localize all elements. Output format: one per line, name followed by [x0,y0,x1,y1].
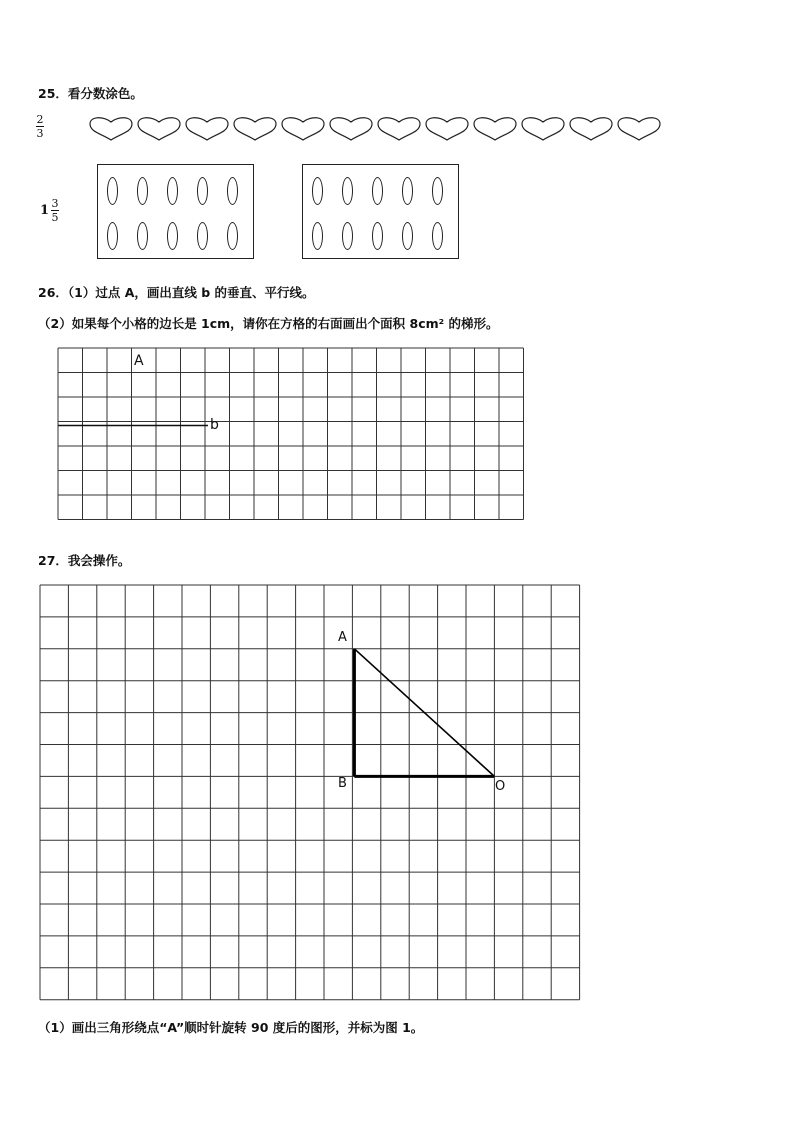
point-a-label: A [134,353,144,369]
oval-shape [227,177,238,205]
oval-shape [197,222,208,250]
heart-shape [90,118,132,140]
oval-shape [107,222,118,250]
oval-shape [342,222,353,250]
oval-shape [107,177,118,205]
fraction-two-thirds [36,114,44,139]
oval-shape [312,177,323,205]
oval-shape [372,177,383,205]
heart-shape [570,118,612,140]
q27-title: 27．我会操作。 [38,553,131,568]
heart-shape [474,118,516,140]
oval-shape [167,177,178,205]
fraction-numerator: 2 [36,113,44,126]
q25-title: 25．看分数涂色。 [38,86,143,101]
grid-q26 [58,348,528,528]
mixed-whole: 1 [40,203,50,218]
mixed-fraction [51,198,59,223]
heart-shape [378,118,420,140]
vertex-b-label: B [338,776,347,791]
fraction-denominator: 5 [51,211,59,224]
heart-shape [522,118,564,140]
oval-shape [402,222,413,250]
oval-shape [432,177,443,205]
heart-shape [330,118,372,140]
line-b-label: b [210,417,219,433]
heart-shape [138,118,180,140]
heart-shape [186,118,228,140]
q26-line1: 26．（1）过点 A，画出直线 b 的垂直、平行线。 [38,285,315,300]
q27-instruction: （1）画出三角形绕点“A”顺时针旋转 90 度后的图形，并标为图 1。 [38,1020,424,1035]
oval-shape [432,222,443,250]
q26-line2: （2）如果每个小格的边长是 1cm，请你在方格的右面画出个面积 8cm² 的梯形。 [38,316,499,331]
oval-shape [167,222,178,250]
oval-shape [137,177,148,205]
heart-shape [426,118,468,140]
vertex-o-label: O [495,779,506,794]
fraction-numerator: 3 [51,197,59,210]
heart-shape [618,118,660,140]
hearts-row [88,116,688,146]
heart-shape [234,118,276,140]
heart-shape [282,118,324,140]
oval-shape [372,222,383,250]
oval-shape [342,177,353,205]
oval-shape [402,177,413,205]
vertex-a-label: A [338,630,347,645]
mixed-number [40,198,59,223]
oval-box-2 [302,164,459,259]
oval-box-1 [97,164,254,259]
oval-shape [312,222,323,250]
oval-shape [197,177,208,205]
fraction-denominator: 3 [36,127,44,140]
oval-shape [227,222,238,250]
oval-shape [137,222,148,250]
